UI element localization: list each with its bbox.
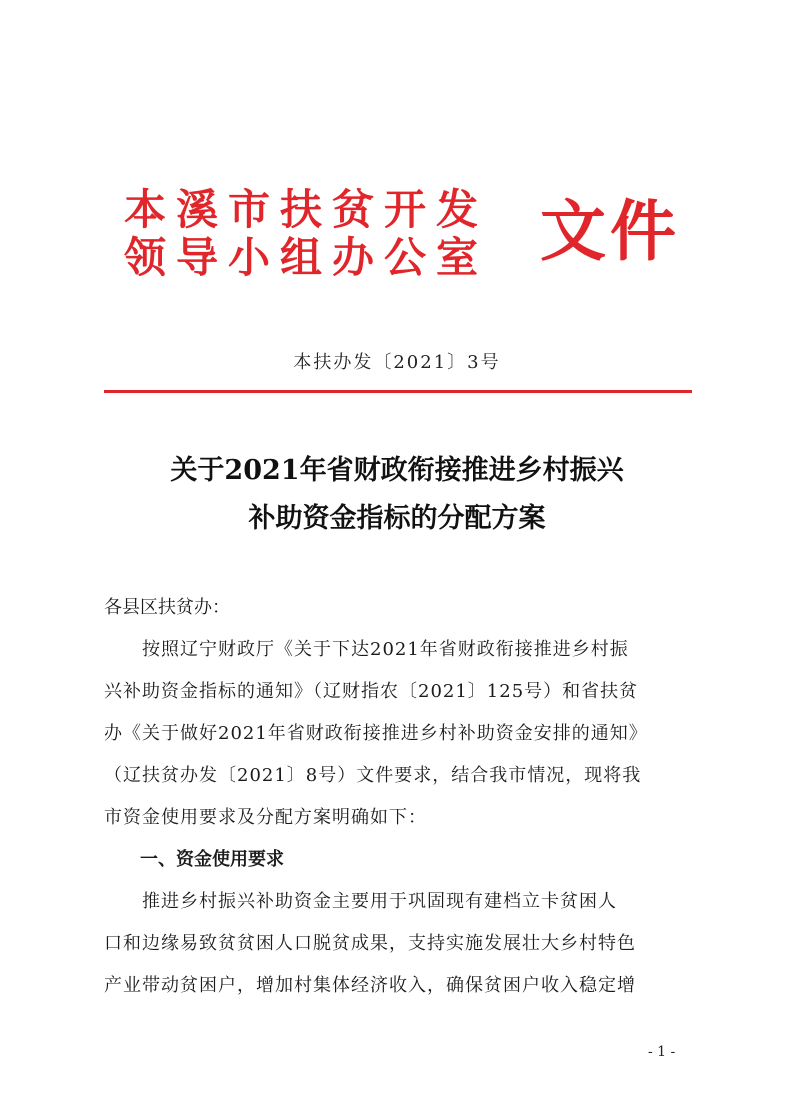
red-separator-rule <box>104 390 692 393</box>
document-title-line-2: 补助资金指标的分配方案 <box>248 503 546 534</box>
paragraph-1-line: 办《关于做好2021年省财政衔接推进乡村补助资金安排的通知》 <box>104 723 648 744</box>
issuing-org-line-2: 领导小组办公室 <box>124 233 489 282</box>
issuing-org-line-1: 本溪市扶贫开发 <box>124 185 489 234</box>
paragraph-2-line: 产业带动贫困户，增加村集体经济收入，确保贫困户收入稳定增 <box>104 975 636 996</box>
paragraph-1-line: 按照辽宁财政厅《关于下达2021年省财政衔接推进乡村振 <box>104 639 629 660</box>
page-number: - 1 - <box>648 1044 676 1060</box>
paragraph-1-line: 兴补助资金指标的通知》（辽财指农〔2021〕125号）和省扶贫 <box>104 681 639 702</box>
red-masthead <box>124 182 684 292</box>
paragraph-1-line: 市资金使用要求及分配方案明确如下： <box>104 807 427 828</box>
document-number: 本扶办发〔2021〕3号 <box>293 352 501 373</box>
addressee: 各县区扶贫办： <box>104 597 230 618</box>
paragraph-2-line: 推进乡村振兴补助资金主要用于巩固现有建档立卡贫困人 <box>104 891 617 912</box>
document-kind: 文件 <box>540 193 680 270</box>
section-heading-1: 一、资金使用要求 <box>104 849 284 870</box>
paragraph-1-line: （辽扶贫办发〔2021〕8号）文件要求，结合我市情况，现将我 <box>104 765 642 786</box>
document-title-line-1: 关于2021年省财政衔接推进乡村振兴 <box>170 455 624 486</box>
paragraph-2-line: 口和边缘易致贫贫困人口脱贫成果，支持实施发展壮大乡村特色 <box>104 933 636 954</box>
